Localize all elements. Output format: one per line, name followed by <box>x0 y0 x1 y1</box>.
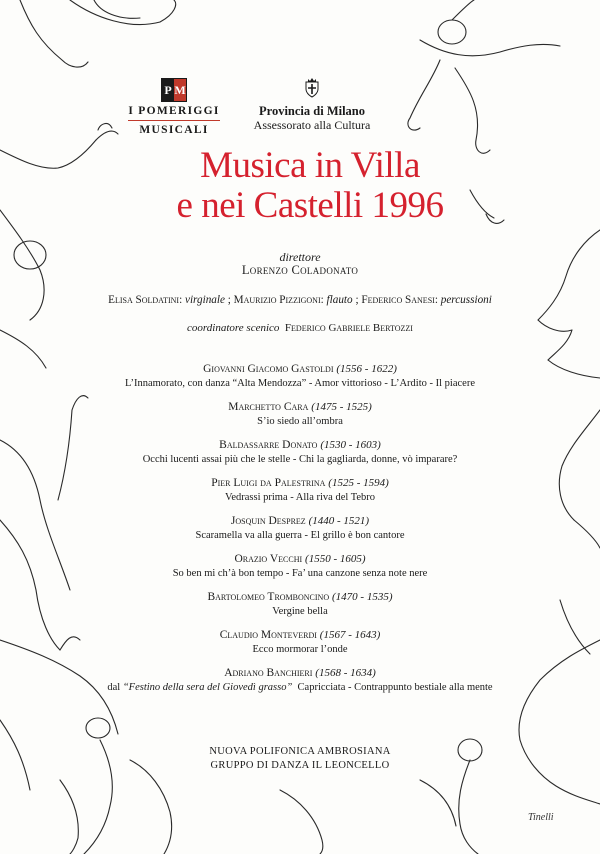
program-item <box>0 514 600 543</box>
pomeriggi-divider <box>128 120 220 121</box>
composer-name: Claudio Monteverdi <box>219 629 317 641</box>
performer-name: Maurizio Pizzigoni <box>233 294 321 306</box>
dancer-figure-top-left <box>20 0 176 67</box>
artist-signature: Tinelli <box>528 812 554 823</box>
coordinator-name: Federico Gabriele Bertozzi <box>284 322 413 334</box>
performer-instrument: percussioni <box>440 294 492 306</box>
director-label: direttore <box>279 250 321 264</box>
works-list: Vedrassi prima - Alla riva del Tebro <box>224 492 376 503</box>
composer-years: (1556 - 1622) <box>336 363 397 375</box>
title-line2: e nei Castelli 1996 <box>176 185 444 226</box>
composer-years: (1550 - 1605) <box>305 553 366 565</box>
program-item <box>0 666 600 695</box>
pomeriggi-musicali-logo <box>124 78 224 137</box>
performer-name: Elisa Soldatini <box>108 294 180 306</box>
performer-instrument: virginale <box>184 294 225 306</box>
composer-years: (1568 - 1634) <box>315 667 376 679</box>
coordinator-label: coordinatore scenico <box>187 322 280 334</box>
works-list: Occhi lucenti assai più che le stelle - Chi la gagliarda, donne, vò imparare? <box>142 454 458 465</box>
performer-instrument: flauto <box>326 294 353 306</box>
provincia-name: Provincia di Milano <box>258 104 366 118</box>
composer-name: Pier Luigi da Palestrina <box>211 477 326 489</box>
works-titles: Capricciata - Contrappunto bestiale alla mente <box>297 682 493 693</box>
ensemble-name: GRUPPO DI DANZA IL LEONCELLO <box>210 760 390 771</box>
program-item <box>0 362 600 391</box>
pomeriggi-line2: MUSICALI <box>139 124 209 136</box>
provincia-department: Assessorato alla Cultura <box>253 118 371 132</box>
page-title <box>150 146 470 226</box>
composer-name: Giovanni Giacomo Gastoldi <box>203 363 334 375</box>
composer-years: (1440 - 1521) <box>308 515 370 527</box>
coat-of-arms-icon <box>304 78 320 98</box>
coordinator-line <box>0 322 600 334</box>
concert-program <box>0 362 600 704</box>
director-name: Lorenzo Coladonato <box>241 263 359 277</box>
pomeriggi-line1: I POMERIGGI <box>128 105 220 117</box>
composer-name: Baldassarre Donato <box>219 439 318 451</box>
ensemble-name: NUOVA POLIFONICA AMBROSIANA <box>209 746 391 757</box>
composer-name: Marchetto Cara <box>228 401 309 413</box>
works-source: “Festino della sera del Giovedì grasso” <box>122 682 293 693</box>
composer-name: Josquin Desprez <box>230 515 306 527</box>
program-item <box>0 400 600 429</box>
ensembles <box>0 745 600 773</box>
pm-monogram-icon: P M <box>161 78 187 102</box>
works-list: L’Innamorato, con danza “Alta Mendozza” - Amor vittorioso - L’Ardito - Il piacere <box>125 378 475 389</box>
program-item <box>0 628 600 657</box>
works-list: Vergine bella <box>272 606 328 617</box>
program-item <box>0 438 600 467</box>
title-line1: Musica in Villa <box>200 145 420 186</box>
works-list: So ben mi ch’à bon tempo - Fa’ una canzone senza note nere <box>172 568 428 579</box>
works-prefix: dal <box>107 682 121 693</box>
program-item <box>0 476 600 505</box>
composer-name: Bartolomeo Tromboncino <box>207 591 330 603</box>
composer-name: Adriano Banchieri <box>224 667 313 679</box>
composer-name: Orazio Vecchi <box>234 553 303 565</box>
composer-years: (1470 - 1535) <box>332 591 393 603</box>
works-list: Ecco mormorar l’onde <box>252 644 348 655</box>
composer-years: (1475 - 1525) <box>311 401 372 413</box>
works-list <box>0 681 600 695</box>
provincia-milano-logo <box>252 78 372 132</box>
works-list: Scaramella va alla guerra - El grillo è bon cantore <box>195 530 405 541</box>
program-item <box>0 552 600 581</box>
works-list: S’io siedo all’ombra <box>257 416 343 427</box>
program-item <box>0 590 600 619</box>
composer-years: (1530 - 1603) <box>320 439 381 451</box>
performer-name: Federico Sanesi <box>361 294 435 306</box>
performers-line: Elisa Soldatini: virginale ; Maurizio Pizzigoni: flauto ; Federico Sanesi: percussioni <box>108 294 492 306</box>
composer-years: (1567 - 1643) <box>319 629 381 641</box>
composer-years: (1525 - 1594) <box>328 477 389 489</box>
